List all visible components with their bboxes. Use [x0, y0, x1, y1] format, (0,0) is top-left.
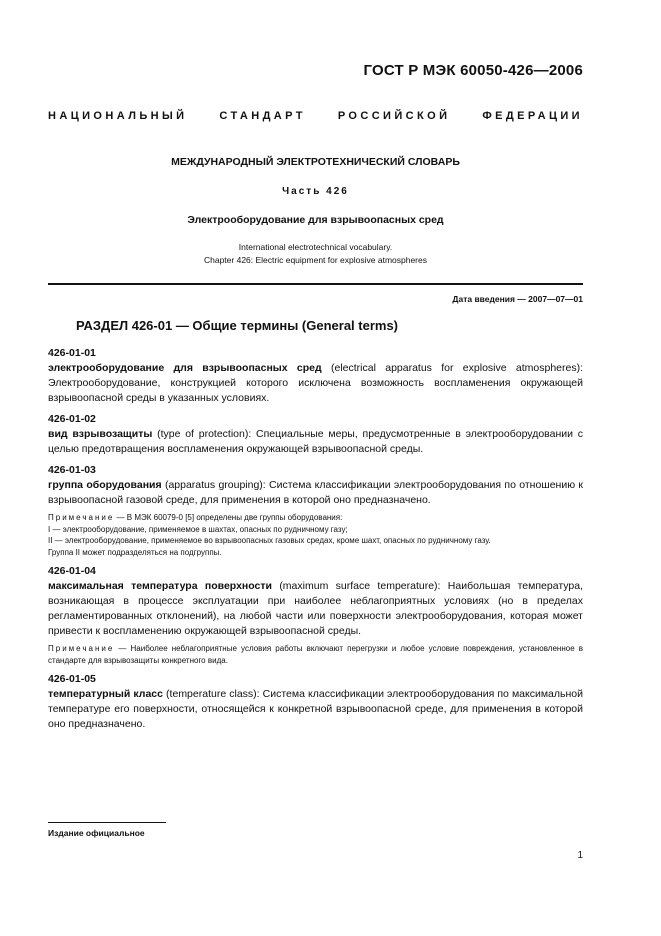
entry-term: группа оборудования — [48, 479, 162, 491]
english-title — [48, 241, 583, 267]
national-word: РОССИЙСКОЙ — [337, 110, 451, 122]
national-word: СТАНДАРТ — [219, 110, 306, 122]
note-line: Группа II может подразделяться на подгруппы. — [48, 547, 222, 557]
entry-number: 426-01-01 — [48, 347, 96, 359]
entry-text: (apparatus grouping): Система классификации электрооборудования по отношению к взрывоопасной газовой среде, для применения в которой оно предназначено. — [48, 479, 583, 506]
national-word: НАЦИОНАЛЬНЫЙ — [48, 110, 188, 122]
entry-note — [48, 643, 583, 666]
official-edition-label: Издание официальное — [48, 828, 145, 838]
introduction-date: Дата введения — 2007—07—01 — [452, 294, 583, 304]
note-label: Примечание — [48, 644, 115, 653]
note-line: I — электрооборудование, применяемое в шахтах, опасных по рудничному газу; — [48, 524, 348, 534]
header-divider — [48, 283, 583, 285]
entry-definition — [48, 687, 583, 732]
national-word: ФЕДЕРАЦИИ — [482, 110, 583, 122]
entry-term: максимальная температура поверхности — [48, 580, 272, 592]
section-title: РАЗДЕЛ 426-01 — Общие термины (General terms) — [76, 318, 399, 333]
note-line: — Наиболее неблагоприятные условия работы включают перегрузки и любое условие повреждения, установленное в стандарте для взрывозащиты конкретного вида. — [48, 644, 583, 665]
terms-body — [48, 346, 583, 732]
note-label: Примечание — [48, 513, 115, 522]
note-line: II — электрооборудование, применяемое во взрывоопасных газовых средах, кроме шахт, опасных по рудничному газу. — [48, 536, 491, 545]
entry-number: 426-01-03 — [48, 464, 96, 476]
entry-term: вид взрывозащиты — [48, 428, 153, 440]
entry-number: 426-01-05 — [48, 673, 96, 685]
footer-divider — [48, 822, 166, 823]
entry-definition — [48, 427, 583, 457]
document-subtitle: Электрооборудование для взрывоопасных сред — [187, 214, 444, 226]
document-code: ГОСТ Р МЭК 60050-426—2006 — [363, 62, 583, 79]
entry-text: (electrical apparatus for explosive atmospheres): Электрооборудование, конструкцией которого исключена возможность воспламенения окружающей взрывоопасной среды в указанных условиях. — [48, 362, 583, 404]
part-label: Часть 426 — [282, 186, 349, 197]
entry-term: температурный класс — [48, 688, 163, 700]
entry-text: (type of protection): Специальные меры, предусмотренные в электрооборудовании с целью предотвращения воспламенения окружающей взрывоопасной среды. — [48, 428, 584, 455]
entry-term: электрооборудование для взрывоопасных сред — [48, 362, 322, 374]
english-title-line: Chapter 426: Electric equipment for explosive atmospheres — [203, 255, 427, 265]
document-title: МЕЖДУНАРОДНЫЙ ЭЛЕКТРОТЕХНИЧЕСКИЙ СЛОВАРЬ — [171, 156, 460, 168]
entry-definition — [48, 361, 583, 406]
entry-definition — [48, 579, 583, 639]
entry-number: 426-01-04 — [48, 565, 96, 577]
entry-number: 426-01-02 — [48, 413, 96, 425]
national-standard-heading — [48, 110, 583, 122]
entry-note — [48, 512, 583, 558]
entry-definition — [48, 478, 583, 508]
page-number: 1 — [577, 850, 583, 861]
note-line: — В МЭК 60079-0 [5] определены две группы оборудования: — [114, 513, 343, 522]
entry-text: (maximum surface temperature): Наибольшая температура, возникающая в процессе эксплуатации при наиболее неблагоприятных условиях (но в пределах регламентированных отклонений), на любой части или поверхности электрооборудования, которая может привести к воспламенению окружающей взрывоопасной среды. — [48, 580, 583, 637]
english-title-line: International electrotechnical vocabulary. — [238, 242, 393, 252]
entry-text: (temperature class): Система классификации электрооборудования по максимальной температуре его поверхности, относящейся к конкретной взрывоопасной среде, для применения в которой оно предназначено. — [48, 688, 583, 730]
